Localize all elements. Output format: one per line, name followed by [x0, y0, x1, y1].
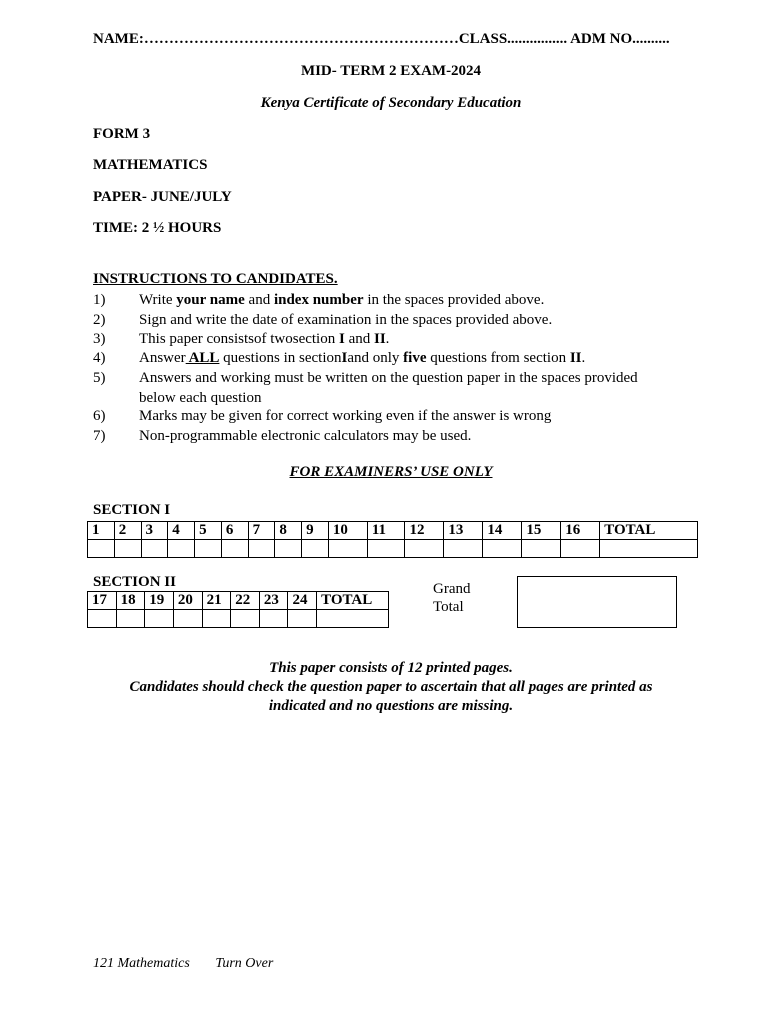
grand-total-box[interactable] — [517, 576, 677, 628]
section1-score-cell-2[interactable] — [114, 540, 141, 558]
grand-total-line2: Total — [433, 599, 464, 615]
instruction-item — [93, 348, 673, 368]
instruction-text: This paper consistsof twosection I and II. — [139, 331, 390, 347]
section1-header-11: 11 — [367, 522, 405, 540]
section2-score-cell-22[interactable] — [231, 610, 260, 628]
section1-score-cell-7[interactable] — [248, 540, 275, 558]
section1-header-15: 15 — [522, 522, 561, 540]
section2-header-24: 24 — [288, 592, 317, 610]
section1-header-4: 4 — [168, 522, 195, 540]
section2-score-cell-18[interactable] — [116, 610, 145, 628]
section1-header-total: TOTAL — [600, 522, 698, 540]
section1-header-16: 16 — [561, 522, 600, 540]
section1-header-6: 6 — [221, 522, 248, 540]
section2-header-20: 20 — [173, 592, 202, 610]
section1-score-cell-15[interactable] — [522, 540, 561, 558]
section1-score-cell-5[interactable] — [195, 540, 222, 558]
footer-note-line2: Candidates should check the question paper to ascertain that all pages are printed as — [129, 679, 653, 695]
section2-score-cell-21[interactable] — [202, 610, 231, 628]
section2-score-cell-20[interactable] — [173, 610, 202, 628]
section1-header-14: 14 — [483, 522, 522, 540]
form-label: FORM 3 — [93, 126, 151, 142]
instruction-item — [93, 290, 673, 310]
section1-header-9: 9 — [302, 522, 329, 540]
section1-header-12: 12 — [405, 522, 444, 540]
section1-score-cell-1[interactable] — [88, 540, 115, 558]
instructions-heading: INSTRUCTIONS TO CANDIDATES. — [93, 271, 338, 287]
section2-score-cell-17[interactable] — [88, 610, 117, 628]
section1-score-cell-3[interactable] — [141, 540, 168, 558]
section2-label: SECTION II — [93, 574, 176, 590]
turn-over: Turn Over — [215, 956, 274, 971]
section1-header-5: 5 — [195, 522, 222, 540]
section1-score-cell-8[interactable] — [275, 540, 302, 558]
section1-score-cell-12[interactable] — [405, 540, 444, 558]
section1-score-cell-4[interactable] — [168, 540, 195, 558]
exam-board: Kenya Certificate of Secondary Education — [260, 95, 522, 111]
section1-score-cell-14[interactable] — [483, 540, 522, 558]
instruction-text: Non-programmable electronic calculators may be used. — [139, 428, 472, 444]
section2-header-total: TOTAL — [317, 592, 389, 610]
section1-header-13: 13 — [444, 522, 483, 540]
section1-header-7: 7 — [248, 522, 275, 540]
instruction-number: 6) — [93, 408, 106, 424]
instruction-number: 3) — [93, 331, 106, 347]
section2-score-cell-23[interactable] — [259, 610, 288, 628]
instruction-number: 5) — [93, 370, 106, 386]
section1-marks-table — [87, 521, 698, 558]
paper-code: 121 Mathematics — [93, 956, 190, 971]
instruction-item — [93, 406, 673, 426]
section2-score-cell-24[interactable] — [288, 610, 317, 628]
section1-score-cell-9[interactable] — [302, 540, 329, 558]
instruction-number: 2) — [93, 312, 106, 328]
section1-score-cell-10[interactable] — [328, 540, 367, 558]
section2-score-cell-19[interactable] — [145, 610, 174, 628]
instruction-text: Sign and write the date of examination in the spaces provided above. — [139, 312, 553, 328]
section1-label: SECTION I — [93, 502, 171, 518]
footer-note-line1: This paper consists of 12 printed pages. — [269, 660, 513, 676]
section1-score-cell-13[interactable] — [444, 540, 483, 558]
section2-header-22: 22 — [231, 592, 260, 610]
instruction-item — [93, 310, 673, 330]
instruction-text: Write your name and index number in the spaces provided above. — [139, 292, 545, 308]
grand-total-label — [433, 580, 471, 616]
instruction-number: 1) — [93, 292, 106, 308]
section2-header-19: 19 — [145, 592, 174, 610]
section1-header-10: 10 — [328, 522, 367, 540]
time-label: TIME: 2 ½ HOURS — [93, 220, 222, 236]
grand-total-line1: Grand — [433, 581, 471, 597]
section1-score-cell-total[interactable] — [600, 540, 698, 558]
page-footer — [93, 956, 295, 972]
section1-score-cell-16[interactable] — [561, 540, 600, 558]
section2-header-17: 17 — [88, 592, 117, 610]
footer-note-line3: indicated and no questions are missing. — [268, 698, 514, 714]
instruction-item — [93, 426, 673, 446]
instruction-number: 4) — [93, 350, 106, 366]
instruction-text: Marks may be given for correct working even if the answer is wrong — [139, 408, 552, 424]
section1-score-cell-11[interactable] — [367, 540, 405, 558]
name-class-adm-line: NAME:………………………………………………………CLASS................ ADM NO.......... — [93, 31, 670, 47]
section1-header-1: 1 — [88, 522, 115, 540]
section2-header-23: 23 — [259, 592, 288, 610]
instruction-text: Answers and working must be written on the question paper in the spaces provided below each question — [139, 370, 638, 406]
section1-score-cell-6[interactable] — [221, 540, 248, 558]
section1-header-2: 2 — [114, 522, 141, 540]
section1-header-3: 3 — [141, 522, 168, 540]
instruction-number: 7) — [93, 428, 106, 444]
section1-header-8: 8 — [275, 522, 302, 540]
subject-label: MATHEMATICS — [93, 157, 208, 173]
instruction-text: Answer ALL questions in sectionIand only five questions from section II. — [139, 350, 586, 366]
exam-title: MID- TERM 2 EXAM-2024 — [300, 63, 482, 79]
section2-header-21: 21 — [202, 592, 231, 610]
section2-marks-table — [87, 591, 389, 628]
paper-label: PAPER- JUNE/JULY — [93, 189, 232, 205]
section2-header-18: 18 — [116, 592, 145, 610]
examiners-heading: FOR EXAMINERS’ USE ONLY — [289, 464, 493, 480]
instruction-item — [93, 329, 673, 349]
instruction-item — [93, 368, 673, 408]
footer-note — [0, 659, 768, 716]
section2-score-cell-total[interactable] — [317, 610, 389, 628]
